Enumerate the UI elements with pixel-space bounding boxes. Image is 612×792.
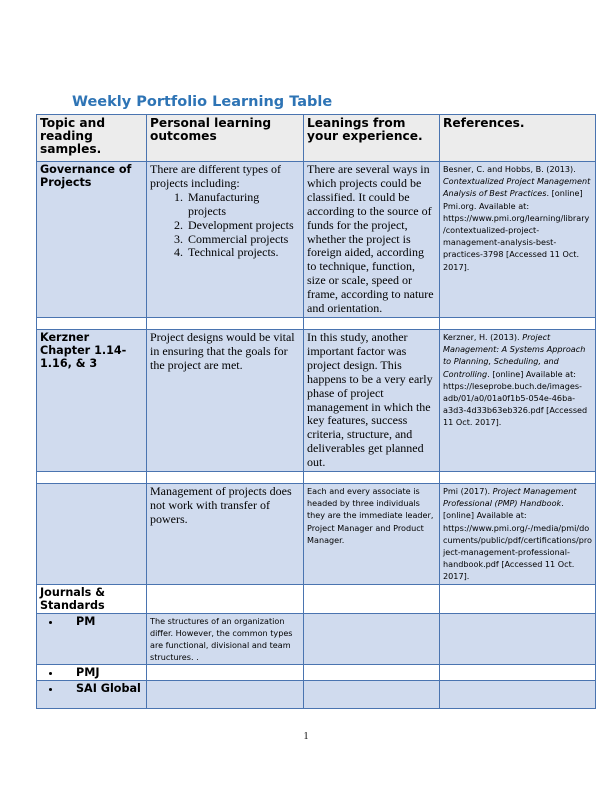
empty-cell: [440, 613, 596, 665]
header-learnings: Leanings from your experience.: [304, 115, 440, 162]
reference-title: Project Management Professional (PMP) Handbook: [443, 486, 577, 509]
journal-row-pmj: [37, 665, 596, 681]
journal-list: [40, 615, 143, 628]
journal-sai-global: • SAI Global: [62, 682, 143, 695]
learnings-cell: In this study, another important factor was project design. This happens to be a very early phase of project management in which the key features, success criteria, structure, and deliverables get planned out.: [304, 329, 440, 471]
reference-cell: [440, 162, 596, 318]
spacer-row: [37, 317, 596, 329]
reference-cell: [440, 329, 596, 471]
table-row: [37, 329, 596, 471]
empty-cell: [304, 613, 440, 665]
empty-cell: [304, 317, 440, 329]
header-topic: Topic and reading samples.: [37, 115, 147, 162]
table-row: [37, 484, 596, 585]
list-item: 1. Manufacturing projects: [186, 191, 300, 219]
journal-row-pm: [37, 613, 596, 665]
empty-cell: [304, 584, 440, 613]
empty-cell: [147, 681, 304, 709]
journal-cell: [37, 613, 147, 665]
list-item: 4. Technical projects.: [186, 246, 300, 260]
empty-cell: [440, 472, 596, 484]
journal-list: [40, 666, 143, 679]
reference-title: Contextualized Project Management Analysis of Best Practices: [443, 176, 591, 199]
journal-cell: [37, 665, 147, 681]
journal-row-sai: [37, 681, 596, 709]
outcomes-cell: Management of projects does not work with transfer of powers.: [147, 484, 304, 585]
empty-cell: [440, 317, 596, 329]
outcomes-cell: Project designs would be vital in ensuring that the goals for the project are met.: [147, 329, 304, 471]
reference-author: Kerzner, H. (2013).: [443, 331, 523, 342]
list-item: 2. Development projects: [186, 219, 300, 233]
table-row: [37, 162, 596, 318]
topic-cell: Governance of Projects: [37, 162, 147, 318]
learnings-cell: Each and every associate is headed by three individuals they are the immediate leader, Project Manager and Product Manager.: [304, 484, 440, 585]
reference-details: . [online] Available at: https://www.pmi.org/-/media/pmi/documents/public/pdf/certifications/project-management-professional-handbook.pdf [Accessed 11 Oct. 2017].: [443, 498, 592, 582]
empty-cell: [37, 317, 147, 329]
reference-author: Besner, C. and Hobbs, B. (2013).: [443, 164, 576, 174]
learnings-cell: There are several ways in which projects could be classified. It could be according to the source of funds for the project, whether the project is foreign aided, according to technique, function, size or scale, speed or frame, according to nature and orientation.: [304, 162, 440, 318]
empty-cell: [147, 472, 304, 484]
empty-cell: [440, 584, 596, 613]
empty-cell: [304, 665, 440, 681]
empty-cell: [440, 681, 596, 709]
empty-cell: [37, 484, 147, 585]
page-number: 1: [303, 731, 309, 742]
list-item: 3. Commercial projects: [186, 233, 300, 247]
topic-cell: Kerzner Chapter 1.14-1.16, & 3: [37, 329, 147, 471]
empty-cell: [147, 584, 304, 613]
reference-title: Project Management: A Systems Approach to Planning, Scheduling, and Controlling: [443, 331, 586, 379]
empty-cell: [147, 665, 304, 681]
empty-cell: [440, 665, 596, 681]
spacer-row: [37, 472, 596, 484]
reference-cell: [440, 484, 596, 585]
empty-cell: [147, 317, 304, 329]
journal-cell: [37, 681, 147, 709]
empty-cell: [37, 472, 147, 484]
journals-heading: Journals & Standards: [37, 584, 147, 613]
outcomes-intro: There are different types of projects including:: [150, 162, 282, 190]
reference-author: Pmi (2017).: [443, 486, 493, 497]
journal-pm: • PM: [62, 615, 143, 628]
journals-heading-row: [37, 584, 596, 613]
outcomes-cell: [147, 162, 304, 318]
page-title: Weekly Portfolio Learning Table: [72, 94, 333, 110]
header-references: References.: [440, 115, 596, 162]
journal-list: [40, 682, 143, 695]
empty-cell: [304, 681, 440, 709]
project-types-list: [150, 191, 300, 261]
empty-cell: [304, 472, 440, 484]
reference-details: . [online] Pmi.org. Available at: https://www.pmi.org/learning/library/contextualized-project-management-analysis-best-practices-3798 [Accessed 11 Oct. 2017].: [443, 188, 590, 272]
header-outcomes: Personal learning outcomes: [147, 115, 304, 162]
pm-notes-cell: The structures of an organization differ. However, the common types are functional, divisional and team structures. .: [147, 613, 304, 665]
portfolio-table: [36, 114, 596, 709]
header-row: [37, 115, 596, 162]
reference-details: . [online] Available at: https://leseprobe.buch.de/images-adb/01/a0/01a0f1b5-054e-46ba-a3d3-4d33b63eb326.pdf [Accessed 11 Oct. 2017].: [443, 368, 588, 428]
journal-pmj: • PMJ: [62, 666, 143, 679]
